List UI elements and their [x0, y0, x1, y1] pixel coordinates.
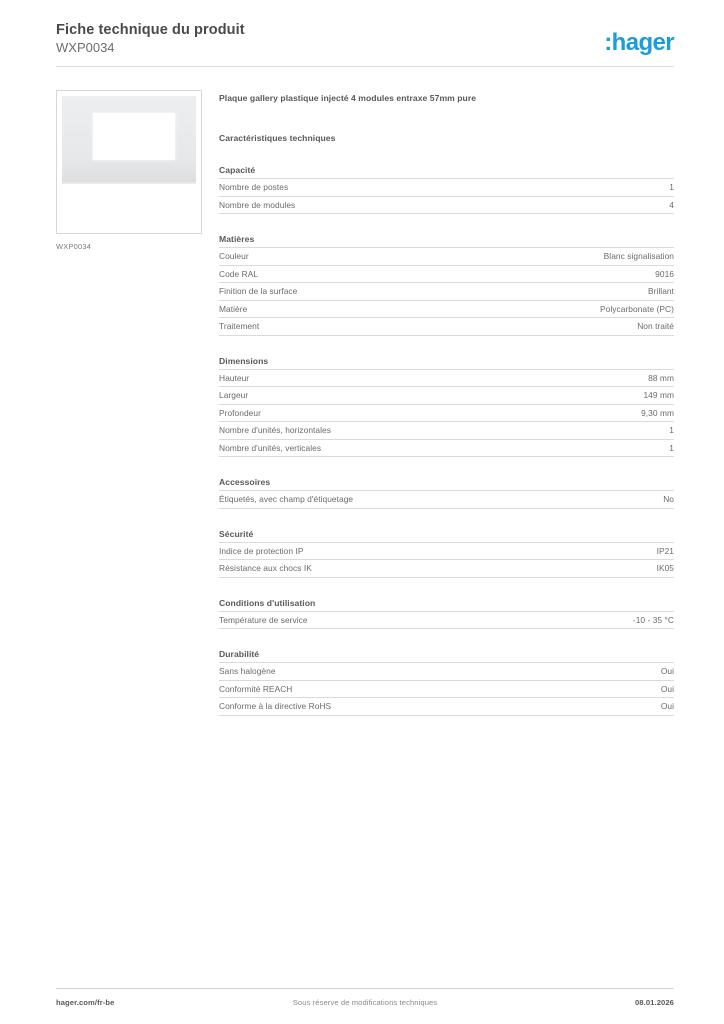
spec-group-title: Dimensions: [219, 355, 674, 370]
header-titles: [56, 22, 245, 56]
spec-label: Étiquetés, avec champ d'étiquetage: [219, 491, 510, 508]
table-row: [219, 663, 674, 680]
header-divider: [56, 66, 674, 67]
spec-label: Résistance aux chocs IK: [219, 560, 510, 578]
spec-group-title: Matières: [219, 233, 674, 248]
spec-group-title: Conditions d'utilisation: [219, 597, 674, 612]
specs-heading: Caractéristiques techniques: [219, 133, 336, 143]
table-row: [219, 283, 674, 301]
spec-label: Nombre d'unités, verticales: [219, 439, 510, 457]
spec-table: [219, 370, 674, 458]
spec-group-title: Durabilité: [219, 648, 674, 663]
plate-shadow-graphic: [62, 180, 196, 184]
spec-group-title: Capacité: [219, 164, 674, 179]
product-reference: WXP0034: [56, 40, 115, 55]
spec-table: [219, 491, 674, 509]
product-image: [56, 90, 202, 234]
spec-label: Couleur: [219, 248, 510, 265]
spec-label: Température de service: [219, 612, 510, 629]
specification-column: [219, 92, 674, 716]
page-header: [56, 22, 674, 64]
spec-label: Largeur: [219, 387, 510, 405]
spec-value: 9016: [510, 265, 674, 283]
spec-table: [219, 612, 674, 630]
spec-group: [219, 648, 674, 716]
spec-label: Conforme à la directive RoHS: [219, 698, 510, 716]
spec-label: Nombre de modules: [219, 196, 510, 214]
spec-group: [219, 355, 674, 458]
spec-table: [219, 543, 674, 578]
spec-label: Nombre de postes: [219, 179, 510, 196]
spec-label: Conformité REACH: [219, 680, 510, 698]
spec-label: Nombre d'unités, horizontales: [219, 422, 510, 440]
table-row: [219, 196, 674, 214]
table-row: [219, 612, 674, 629]
product-name: Plaque gallery plastique injecté 4 modules entraxe 57mm pure: [219, 93, 477, 103]
spec-value: 4: [510, 196, 674, 214]
spec-value: Blanc signalisation: [510, 248, 674, 265]
page-footer: [56, 997, 674, 1011]
spec-label: Hauteur: [219, 370, 510, 387]
footer-disclaimer: Sous réserve de modifications techniques: [292, 998, 438, 1007]
spec-value: 9,30 mm: [510, 404, 674, 422]
footer-divider: [56, 988, 674, 989]
product-image-caption: WXP0034: [56, 242, 92, 251]
table-row: [219, 387, 674, 405]
table-row: [219, 318, 674, 336]
spec-groups: [219, 164, 674, 716]
table-row: [219, 698, 674, 716]
table-row: [219, 179, 674, 196]
spec-group: [219, 164, 674, 214]
spec-group-title: Accessoires: [219, 476, 674, 491]
spec-value: Non traité: [510, 318, 674, 336]
table-row: [219, 560, 674, 578]
spec-group: [219, 476, 674, 509]
table-row: [219, 300, 674, 318]
spec-value: 1: [510, 179, 674, 196]
table-row: [219, 439, 674, 457]
spec-group: [219, 528, 674, 578]
table-row: [219, 265, 674, 283]
spec-value: 1: [510, 422, 674, 440]
spec-group: [219, 233, 674, 336]
spec-table: [219, 248, 674, 336]
footer-date: 08.01.2026: [634, 998, 674, 1007]
table-row: [219, 248, 674, 265]
spec-label: Sans halogène: [219, 663, 510, 680]
spec-label: Indice de protection IP: [219, 543, 510, 560]
spec-label: Traitement: [219, 318, 510, 336]
spec-label: Profondeur: [219, 404, 510, 422]
spec-group: [219, 597, 674, 630]
spec-value: -10 - 35 °C: [510, 612, 674, 629]
page-title: Fiche technique du produit: [56, 22, 245, 38]
spec-label: Matière: [219, 300, 510, 318]
spec-value: 1: [510, 439, 674, 457]
product-figure: [56, 90, 204, 252]
hager-logo: :hager: [604, 29, 674, 56]
plate-frame-graphic: [62, 96, 196, 183]
spec-value: 88 mm: [510, 370, 674, 387]
spec-value: Oui: [510, 663, 674, 680]
spec-value: IP21: [510, 543, 674, 560]
table-row: [219, 370, 674, 387]
table-row: [219, 543, 674, 560]
spec-label: Code RAL: [219, 265, 510, 283]
table-row: [219, 422, 674, 440]
plate-cutout-graphic: [93, 113, 175, 160]
spec-value: No: [510, 491, 674, 508]
spec-value: Polycarbonate (PC): [510, 300, 674, 318]
spec-value: Oui: [510, 698, 674, 716]
spec-label: Finition de la surface: [219, 283, 510, 301]
spec-value: IK05: [510, 560, 674, 578]
spec-table: [219, 663, 674, 716]
table-row: [219, 491, 674, 508]
spec-group-title: Sécurité: [219, 528, 674, 543]
spec-table: [219, 179, 674, 214]
spec-value: Oui: [510, 680, 674, 698]
spec-value: Brillant: [510, 283, 674, 301]
table-row: [219, 680, 674, 698]
spec-value: 149 mm: [510, 387, 674, 405]
table-row: [219, 404, 674, 422]
footer-website[interactable]: hager.com/fr-be: [56, 998, 115, 1007]
